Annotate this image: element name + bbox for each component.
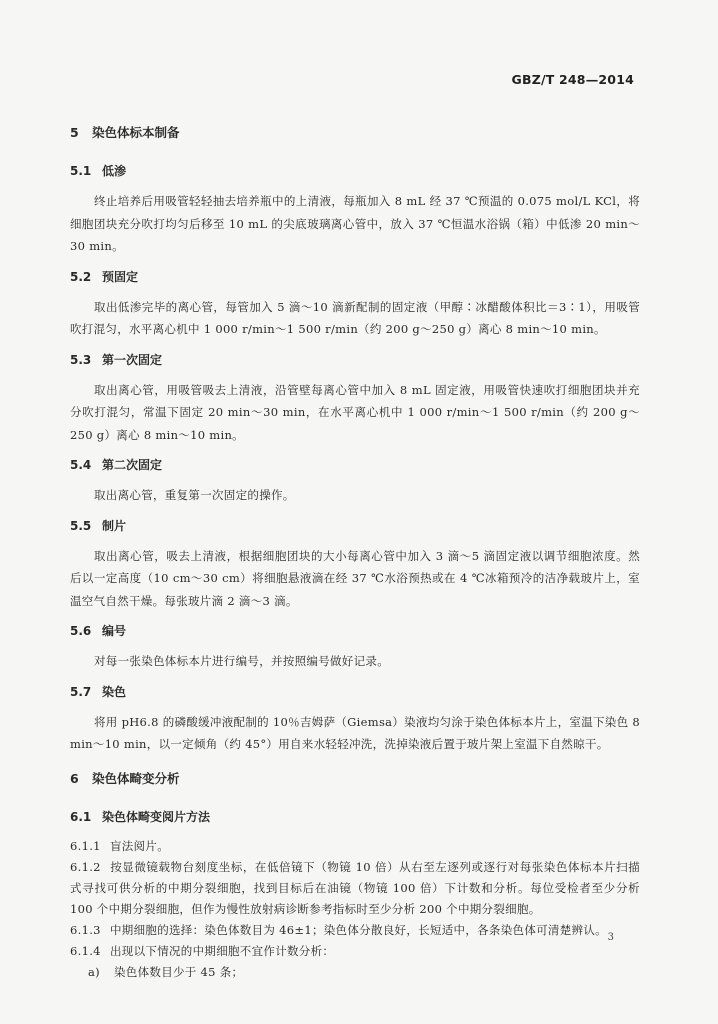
section-6-heading [70,770,640,788]
section-title: 第一次固定 [102,352,163,367]
sub-list-item [70,962,640,983]
item-text: 出现以下情况的中期细胞不宜作计数分析： [110,943,335,958]
list-item [70,857,640,920]
section-5-7-heading [70,683,640,701]
section-5-1-heading [70,162,640,180]
item-number: 6.1.2 [70,859,101,874]
section-5-6-heading [70,622,640,640]
section-5-5-text: 取出离心管，吸去上清液，根据细胞团块的大小每离心管中加入 3 滴～5 滴固定液以调节细胞浓度。然后以一定高度（10 cm～30 cm）将细胞悬液滴在经 37 ℃水浴预热或在 4 ℃冰箱预冷的洁净载玻片上，室温空气自然干燥。每张玻片滴 2 滴～3 滴。 [70,548,640,608]
section-number: 5.4 [70,458,92,472]
section-number: 6.1 [70,809,92,824]
section-number: 5.1 [70,164,92,178]
section-title: 编号 [102,624,127,638]
section-5-7-text: 将用 pH6.8 的磷酸缓冲液配制的 10％吉姆萨（Giemsa）染液均匀涂于染色体标本片上，室温下染色 8 min～10 min，以一定倾角（约 45°）用自来水轻轻冲洗，洗掉染液后置于玻片架上室温下自然晾干。 [70,714,640,751]
section-5-2-heading [70,268,640,286]
section-5-2-text: 取出低渗完毕的离心管，每管加入 5 滴～10 滴新配制的固定液（甲醇∶冰醋酸体积比＝3∶1），用吸管吹打混匀，水平离心机中 1 000 r/min～1 500 r/min（约 200 g～250 g）离心 8 min～10 min。 [70,299,640,336]
sub-item-number: a) [88,964,100,979]
section-title: 染色体畸变阅片方法 [102,809,211,824]
section-5-heading [70,124,640,142]
item-text: 按显微镜载物台刻度坐标，在低倍镜下（物镜 10 倍）从右至左逐列或逐行对每张染色体标本片扫描式寻找可供分析的中期分裂细胞，找到目标后在油镜（物镜 100 倍）下计数和分析。每位受检者至少分析 100 个中期分裂细胞，但作为慢性放射病诊断参考指标时至少分析 200 个中期分裂细胞。 [70,859,640,916]
section-title: 染色体标本制备 [92,125,180,140]
section-title: 染色体畸变分析 [92,770,180,786]
section-5-5-heading [70,517,640,535]
sub-item-text: 染色体数目少于 45 条； [114,964,244,979]
section-number: 5.2 [70,269,92,284]
standard-code-header: GBZ/T 248—2014 [511,72,634,87]
item-text: 中期细胞的选择：染色体数目为 46±1；染色体分散良好，长短适中，各条染色体可清楚辨认。 [110,922,607,937]
item-number: 6.1.1 [70,838,101,853]
list-item [70,920,640,941]
section-title: 制片 [102,518,127,533]
section-5-4-heading [70,456,640,474]
section-number: 5.7 [70,684,92,699]
section-5-1-text: 终止培养后用吸管轻轻抽去培养瓶中的上清液，每瓶加入 8 mL 经 37 ℃预温的 0.075 mol/L KCl，将细胞团块充分吹打均匀后移至 10 mL 的尖底玻璃离心管中，放入 37 ℃恒温水浴锅（箱）中低渗 20 min～30 min。 [70,194,640,253]
section-number: 5 [70,125,79,140]
section-5-4-text: 取出离心管，重复第一次固定的操作。 [94,488,295,502]
section-6-1-heading [70,808,640,826]
section-number: 6 [70,770,79,786]
list-item [70,836,640,857]
page-content [70,124,640,983]
item-number: 6.1.4 [70,943,101,958]
section-number: 5.3 [70,352,92,367]
list-item [70,941,640,962]
section-5-3-text: 取出离心管，用吸管吸去上清液，沿管壁每离心管中加入 8 mL 固定液，用吸管快速吹打细胞团块并充分吹打混匀，常温下固定 20 min～30 min，在水平离心机中 1 000 r/min～1 500 r/min（约 200 g～250 g）离心 8 min～10 min。 [70,382,640,442]
section-5-3-heading [70,351,640,369]
section-number: 5.5 [70,518,92,533]
section-title: 染色 [102,684,127,699]
page-number: 3 [607,932,614,943]
section-number: 5.6 [70,624,92,638]
item-number: 6.1.3 [70,922,101,937]
item-text: 盲法阅片。 [110,838,169,853]
section-title: 第二次固定 [102,458,163,472]
section-title: 预固定 [102,269,139,284]
section-title: 低渗 [102,164,127,178]
section-5-6-text: 对每一张染色体标本片进行编号，并按照编号做好记录。 [94,654,389,668]
